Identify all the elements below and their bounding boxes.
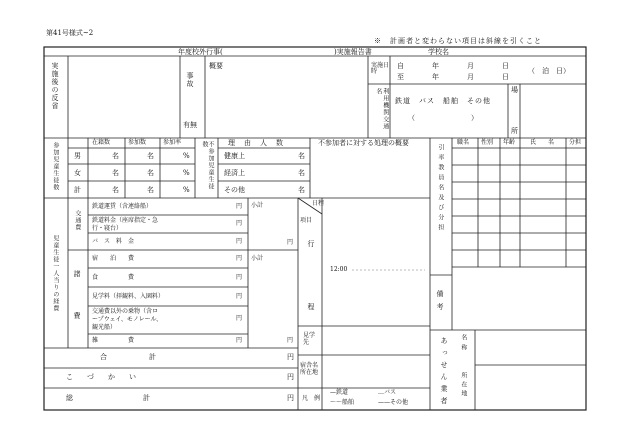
legend-other: ——その他 xyxy=(378,399,409,406)
row-female-label: 女 xyxy=(74,169,81,177)
itinerary-item-label: 項目 xyxy=(300,217,313,224)
reason-health: 健康上 xyxy=(224,152,245,160)
misc-group-label: 諸 費 xyxy=(73,270,82,333)
row-total-rate: % xyxy=(183,186,190,194)
reason-economic: 経済上 xyxy=(224,169,245,177)
pocket-money-label: こ づ か い xyxy=(66,373,136,381)
place-label-bottom: 所 xyxy=(511,127,518,135)
expense-rail-fare-unit: 円 xyxy=(236,203,243,210)
expense-rail-charge: 鉄道料金（座席指定・急行・寝台） xyxy=(92,217,159,232)
agent-address-label: 所在地 xyxy=(459,372,467,399)
itinerary-time: 12:00 xyxy=(330,266,348,273)
expense-meals-unit: 円 xyxy=(236,274,243,281)
incident-presence: 有無 xyxy=(183,121,197,129)
row-total-enrolled: 名 xyxy=(112,186,119,194)
lodging-label: 宿舎名所在地 xyxy=(300,362,319,377)
expense-rail-fare: 鉄道運賃（含連絡船） xyxy=(92,203,153,210)
legend-rail: —鉄道 xyxy=(330,389,349,396)
subtotal-misc-unit: 円 xyxy=(287,337,294,344)
place-label-top: 場 xyxy=(511,86,518,94)
pocket-money-unit: 円 xyxy=(287,373,294,381)
expenses-label: 児童生徒一人当りの経費 xyxy=(51,235,59,312)
itinerary-date-label: 日程 xyxy=(312,200,325,207)
row-total-label: 計 xyxy=(74,186,81,194)
remarks-label: 備考 xyxy=(436,290,445,316)
row-male-rate: % xyxy=(183,152,190,160)
title-prefix: 年度校外行事( xyxy=(178,48,223,56)
row-male-enrolled: 名 xyxy=(112,152,119,160)
expense-meals: 食 費 xyxy=(92,274,135,281)
total-label: 合 計 xyxy=(100,353,156,361)
participants-label: 参加児童生徒数 xyxy=(51,142,59,191)
subtotal-transport-label: 小計 xyxy=(251,202,264,209)
non-participant-label: 不参加児童生徒数 xyxy=(201,141,214,190)
form-number: 第41号様式~2 xyxy=(46,29,94,37)
agent-label: あっせん業者 xyxy=(440,337,449,409)
expense-lodging: 宿 泊 費 xyxy=(92,255,135,262)
reflection-label: 実施後の反省 xyxy=(51,62,60,110)
incident-label: 事故 xyxy=(186,72,195,88)
subtotal-transport-unit: 円 xyxy=(287,239,294,246)
period-to: 至 年 月 日 xyxy=(397,73,509,81)
total-unit: 円 xyxy=(287,353,294,361)
expense-bus-unit: 円 xyxy=(236,238,243,245)
grand-total-label: 総 計 xyxy=(66,394,150,402)
row-male-label: 男 xyxy=(74,152,81,160)
title-suffix: )実施報告書 xyxy=(334,48,372,56)
grand-total-unit: 円 xyxy=(287,394,294,402)
row-female-participated: 名 xyxy=(147,169,154,177)
expense-admission: 見学料（拝観料、入園料） xyxy=(92,293,165,300)
agent-name-label: 名称 xyxy=(459,334,467,354)
row-female-enrolled: 名 xyxy=(112,169,119,177)
reason-health-unit: 名 xyxy=(298,152,305,160)
expense-other-rides: 交通費以外の乗物（含ロープウェイ、モノレール、観光船） xyxy=(92,308,163,331)
expense-bus: バ ス 料 金 xyxy=(92,238,135,245)
transport-other: （ ） xyxy=(408,114,478,122)
transport-label: 利用機関交通名 xyxy=(374,88,389,130)
expense-admission-unit: 円 xyxy=(236,293,243,300)
row-male-participated: 名 xyxy=(147,152,154,160)
legend-label: 凡 例 xyxy=(302,395,321,402)
leader-header-title: 職名 xyxy=(457,139,470,146)
header-enrolled: 在籍数 xyxy=(92,139,111,146)
expense-rail-charge-unit: 円 xyxy=(236,220,243,227)
expense-misc: 雑 費 xyxy=(92,337,135,344)
incident-summary-label: 概要 xyxy=(209,62,223,70)
school-label: 学校名 xyxy=(428,48,449,56)
header-participated: 参加数 xyxy=(128,139,147,146)
legend-bus: …バス xyxy=(378,389,397,396)
reason-economic-unit: 名 xyxy=(298,169,305,177)
transport-group-label: 交通費 xyxy=(73,210,81,231)
reason-other-unit: 名 xyxy=(298,186,305,194)
period-nights: （ 泊 日） xyxy=(528,67,570,75)
expense-lodging-unit: 円 xyxy=(236,255,243,262)
notice-text: ※ 計画者と変わらない項目は斜線を引くこと xyxy=(374,37,542,45)
reason-other: その他 xyxy=(224,186,245,194)
leader-header-name: 氏 名 xyxy=(530,139,555,146)
row-female-rate: % xyxy=(183,169,190,177)
leader-header-age: 年齢 xyxy=(503,139,516,146)
subtotal-misc-label: 小計 xyxy=(251,255,264,262)
reason-header: 理 由 人 数 xyxy=(228,139,284,147)
leaders-label: 引率教員名及び分担 xyxy=(436,144,444,234)
expense-misc-unit: 円 xyxy=(236,337,243,344)
header-rate: 参加率 xyxy=(163,139,182,146)
transport-options: 鉄道 バス 船舶 その他 xyxy=(395,97,491,105)
visit-label: 見学先 xyxy=(303,332,316,347)
leader-header-sex: 性別 xyxy=(481,139,494,146)
legend-ship: 〜〜船舶 xyxy=(330,399,355,406)
row-total-participated: 名 xyxy=(147,186,154,194)
measures-header: 不参加者に対する処理の概要 xyxy=(318,139,409,147)
itinerary-schedule-label: 行 程 xyxy=(307,240,316,324)
period-from: 自 年 月 日 xyxy=(397,62,509,70)
leader-header-duty: 分担 xyxy=(569,139,582,146)
period-label: 実施日時 xyxy=(371,62,390,75)
expense-other-rides-unit: 円 xyxy=(236,315,243,322)
